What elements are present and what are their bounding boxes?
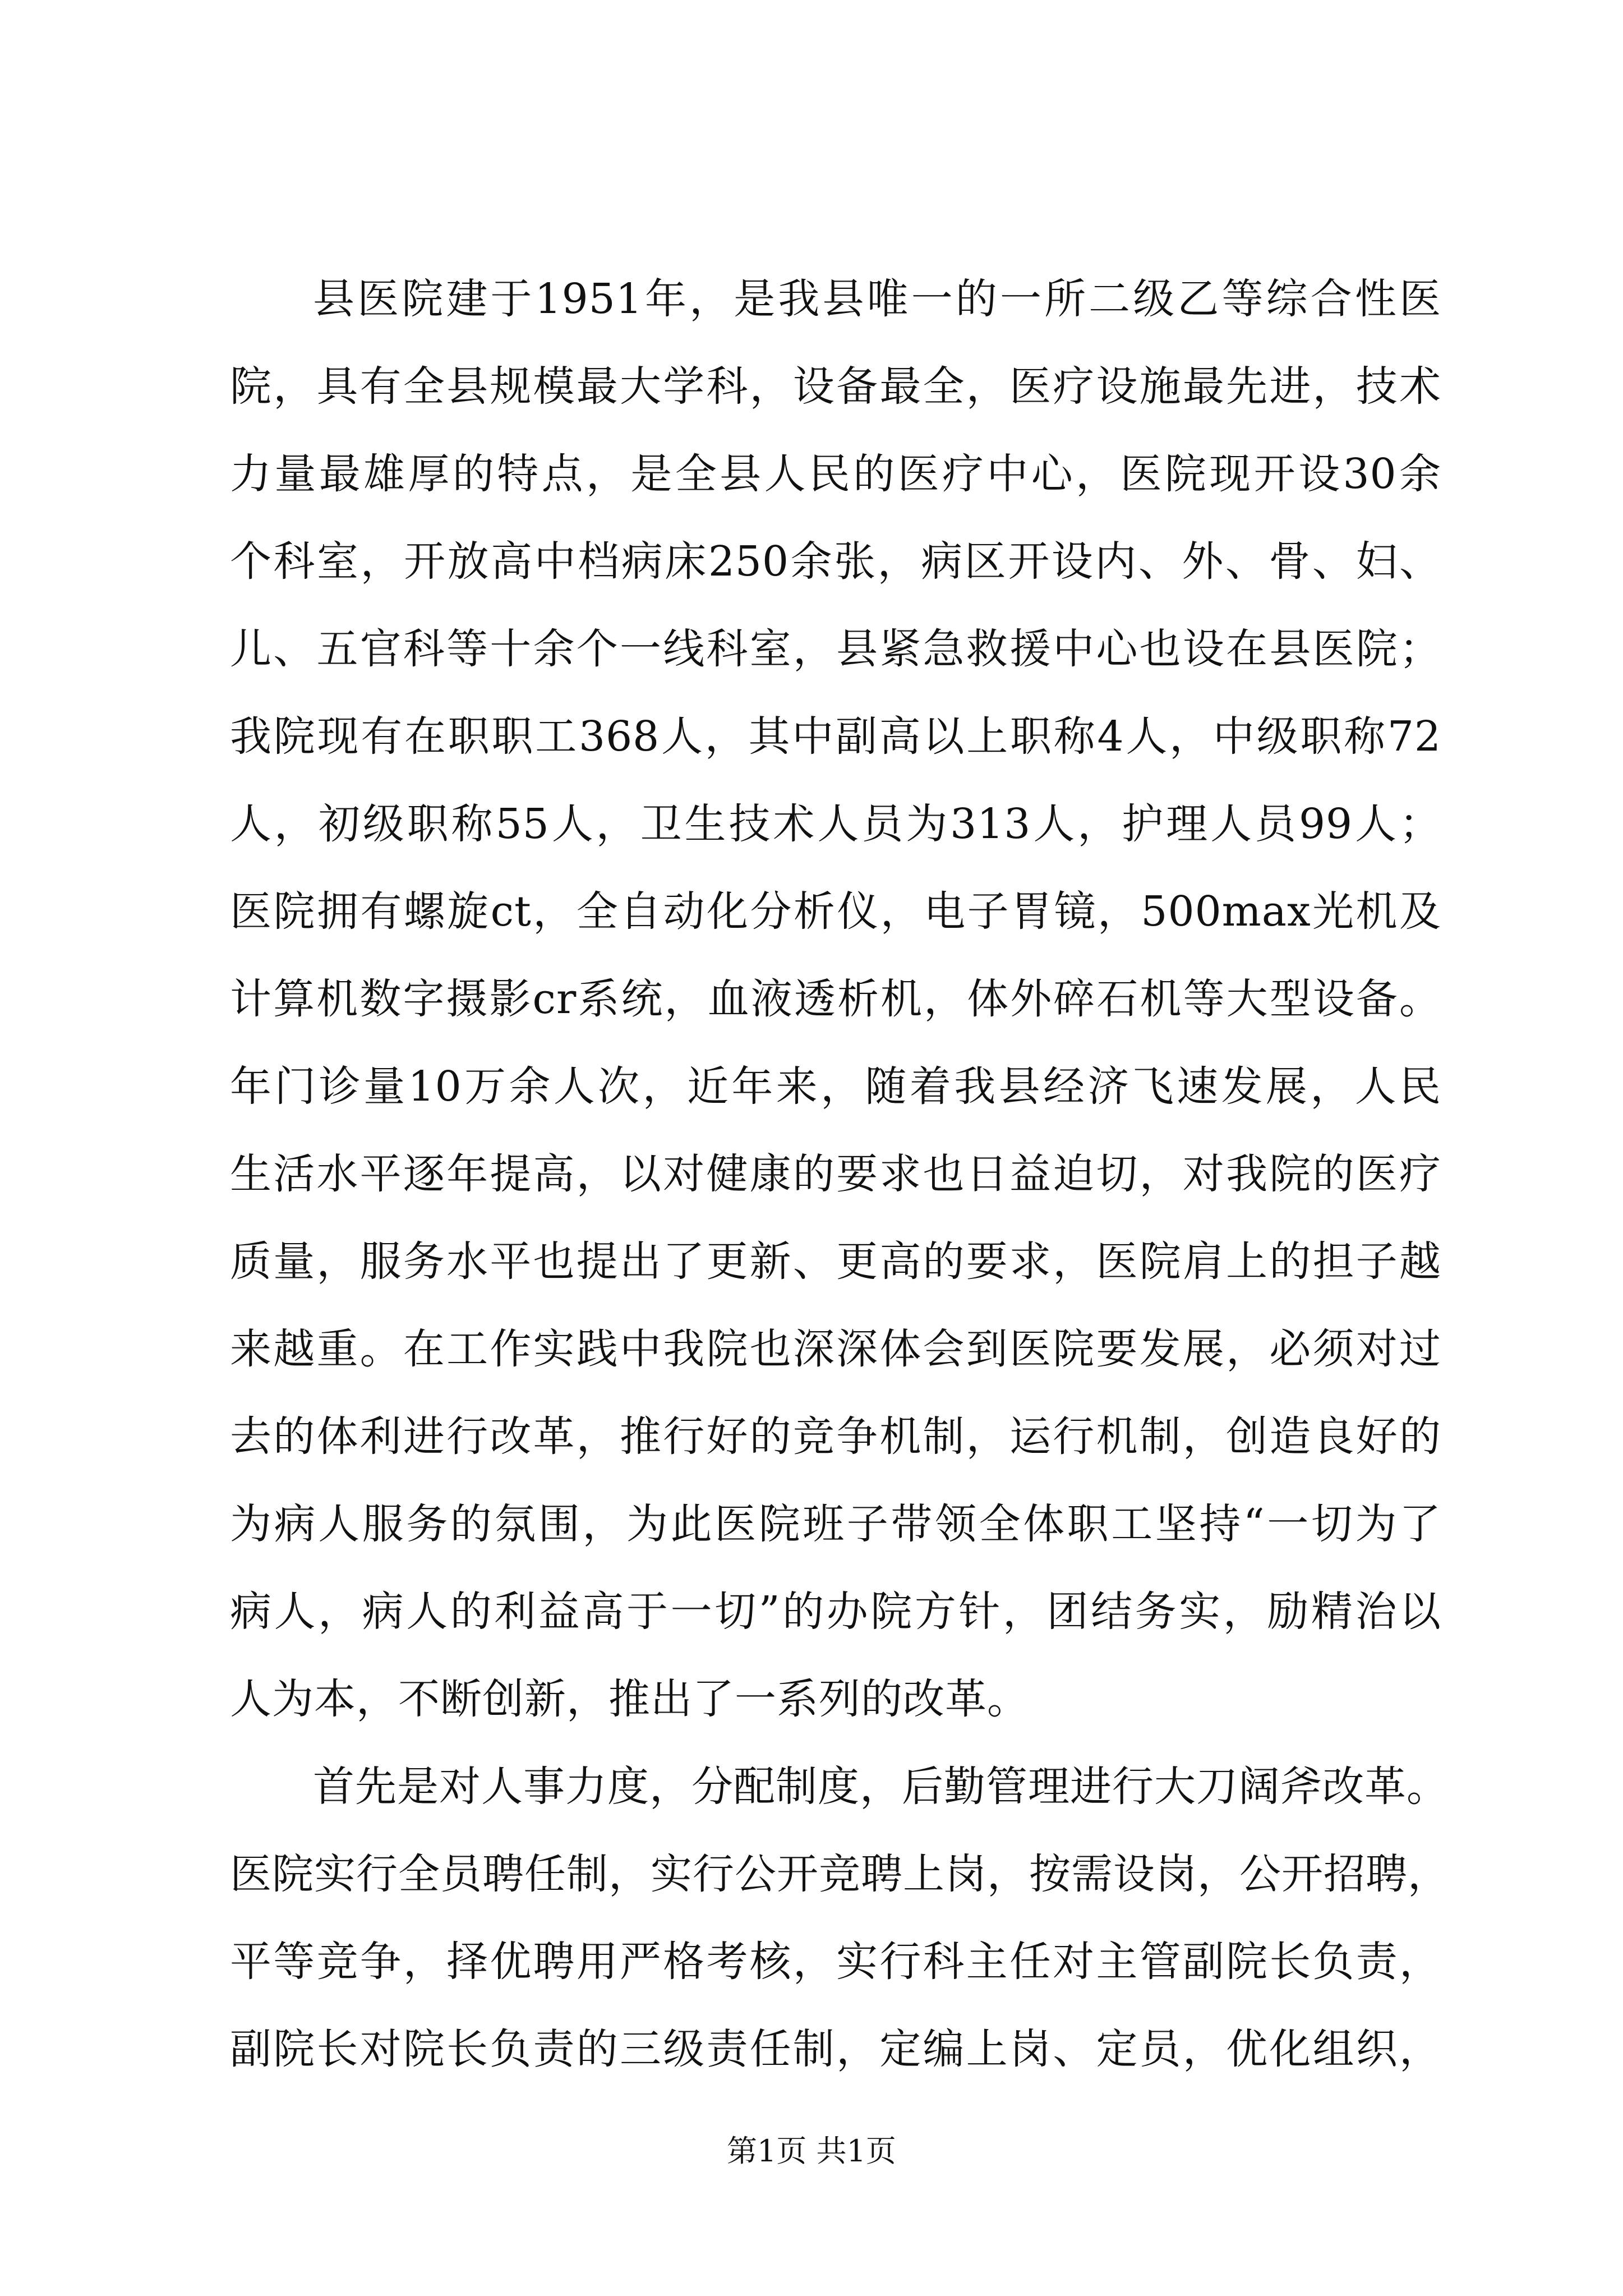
text-line: 人，初级职称55人，卫生技术人员为313人，护理人员99人； xyxy=(230,800,1441,848)
text-line: 来越重。在工作实践中我院也深深体会到医院要发展，必须对过 xyxy=(230,1325,1441,1373)
text-line: 力量最雄厚的特点，是全县人民的医疗中心，医院现开设30余 xyxy=(230,450,1441,498)
text-line: 我院现有在职职工368人，其中副高以上职称4人，中级职称72 xyxy=(230,712,1441,761)
text-line: 副院长对院长负责的三级责任制，定编上岗、定员，优化组织， xyxy=(230,2025,1441,2073)
text-line: 个科室，开放高中档病床250余张，病区开设内、外、骨、妇、 xyxy=(230,537,1441,586)
document-body xyxy=(230,255,1450,2093)
text-line: 县医院建于1951年，是我县唯一的一所二级乙等综合性医 xyxy=(313,275,1441,323)
paragraph-2 xyxy=(230,1743,1450,2093)
text-line: 去的体利进行改革，推行好的竞争机制，运行机制，创造良好的 xyxy=(230,1412,1441,1461)
paragraph-1 xyxy=(230,255,1441,1743)
text-line: 计算机数字摄影cr系统，血液透析机，体外碎石机等大型设备。 xyxy=(230,975,1441,1023)
text-line: 医院实行全员聘任制，实行公开竞聘上岗，按需设岗，公开招聘， xyxy=(230,1850,1450,1898)
text-line: 医院拥有螺旋ct，全自动化分析仪，电子胃镜，500max光机及 xyxy=(230,887,1441,936)
text-line: 人为本，不断创新，推出了一系列的改革。 xyxy=(230,1675,1029,1723)
text-line: 质量，服务水平也提出了更新、更高的要求，医院肩上的担子越 xyxy=(230,1237,1441,1286)
page-footer: 第1页 共1页 xyxy=(727,2133,896,2169)
text-line: 儿、五官科等十余个一线科室，县紧急救援中心也设在县医院； xyxy=(230,625,1441,673)
text-line: 平等竞争，择优聘用严格考核，实行科主任对主管副院长负责， xyxy=(230,1938,1441,1986)
text-line: 首先是对人事力度，分配制度，后勤管理进行大刀阔斧改革。 xyxy=(313,1763,1449,1811)
text-line: 为病人服务的氛围，为此医院班子带领全体职工坚持“一切为了 xyxy=(230,1500,1441,1548)
text-line: 院，具有全县规模最大学科，设备最全，医疗设施最先进，技术 xyxy=(230,362,1441,411)
text-line: 病人，病人的利益高于一切”的办院方针，团结务实，励精治以 xyxy=(230,1588,1441,1636)
text-line: 年门诊量10万余人次，近年来，随着我县经济飞速发展，人民 xyxy=(230,1062,1441,1111)
text-line: 生活水平逐年提高，以对健康的要求也日益迫切，对我院的医疗 xyxy=(230,1150,1441,1198)
